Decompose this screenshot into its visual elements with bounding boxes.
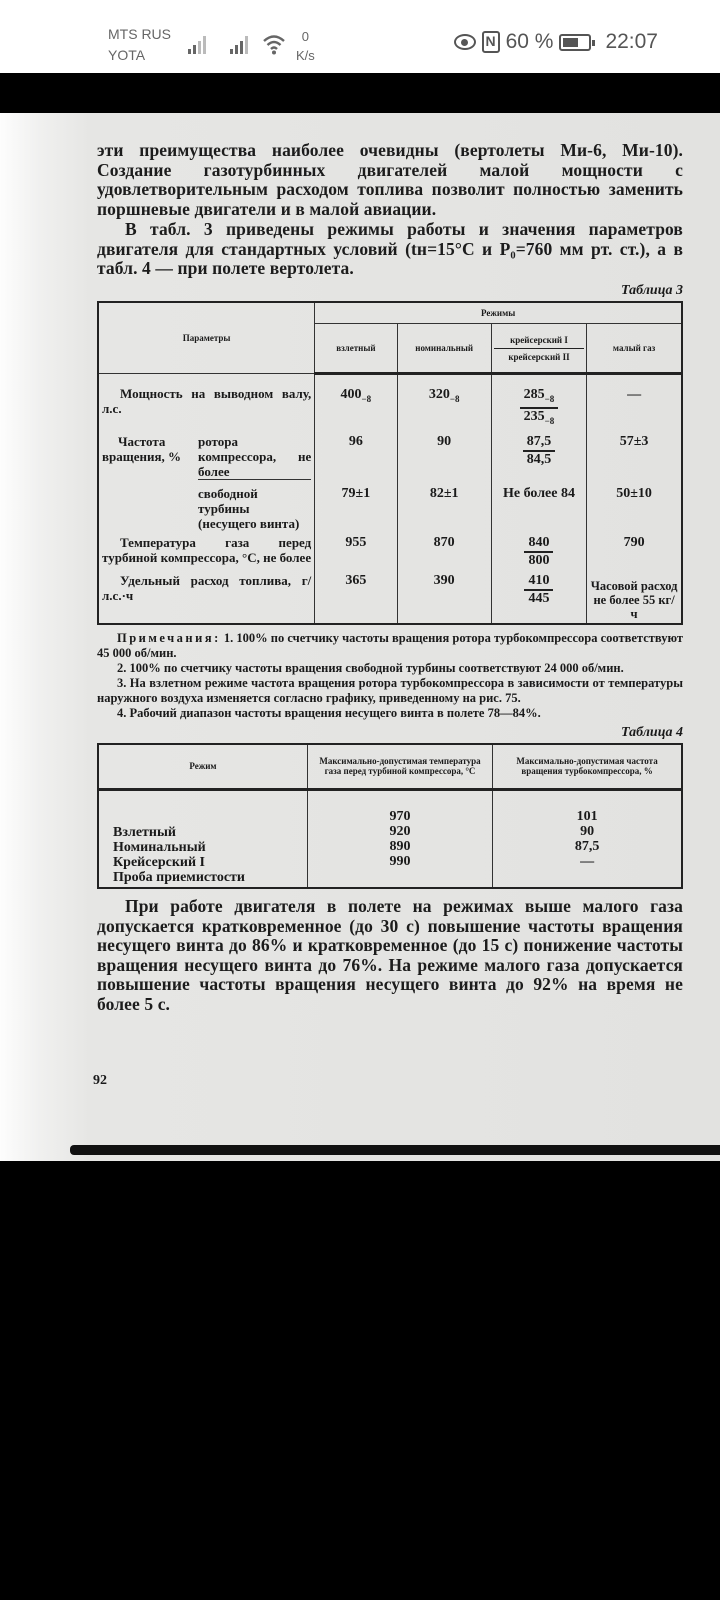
table4-body — [98, 790, 682, 889]
table-cell: 90 — [580, 824, 595, 839]
modes-column — [98, 790, 307, 889]
header-nominal: номинальный — [397, 324, 491, 374]
cell: 90 — [397, 432, 491, 482]
rpm-column — [493, 790, 682, 889]
table-row-rpm-compressor — [98, 432, 682, 482]
cell: $\frac{87,5}{84,5}$ — [491, 432, 586, 482]
table-cell: 920 — [389, 824, 411, 839]
header-idle: малый газ — [587, 324, 682, 374]
battery-percent: 60 % — [505, 30, 554, 53]
paragraph-3: При работе двигателя в полете на режимах выше малого газа допускается кратковременное (до 30 с) повышение частоты вращения несущего винта до 86% и кратковременное (до 15 с) понижение частоты вращения несущего винта до 76%. На режиме малого газа допускается повышение частоты вращения несущего винта до 92% на время не более 5 с. — [97, 896, 683, 1014]
paragraph-2: В табл. 3 приведены режимы работы и значения параметров двигателя для стандартных условий (tн=15°C и P₀=760 мм рт. ст.), а в табл. 4 — при полете вертолета. — [97, 219, 683, 278]
table-cell: Крейсерский I — [113, 855, 205, 870]
note-1: 1. 100% по счетчику частоты вращения ротора турбокомпрессора соответствуют 45 000 об/мин. — [97, 630, 684, 660]
note-2: 2. 100% по счетчику частоты вращения свободной турбины соответствуют 24 000 об/мин. — [117, 660, 624, 675]
cell: 790 — [587, 533, 682, 571]
header-cruise-1: крейсерский I — [494, 335, 584, 349]
cell: $\frac{410}{445}$ — [491, 571, 586, 624]
cell: 82±1 — [397, 482, 491, 533]
header-max-temp: Максимально-допустимая температура газа перед турбиной компрессора, °C — [307, 744, 492, 790]
network-speed — [296, 27, 315, 65]
signal-1-icon — [188, 36, 206, 54]
row-label: Мощность на выводном валу, л.с. — [98, 374, 315, 432]
net-speed-value: 0 — [301, 29, 310, 44]
wifi-icon — [262, 33, 286, 55]
cell: 955 — [315, 533, 397, 571]
table-cell: Номинальный — [113, 840, 206, 855]
table-cell: 101 — [576, 809, 598, 824]
cell: 50±10 — [587, 482, 682, 533]
header-takeoff: взлетный — [315, 324, 397, 374]
nfc-icon: N — [482, 31, 500, 53]
cell: — — [587, 374, 682, 432]
paragraph-1: эти преимущества наиболее очевидны (вертолеты Ми-6, Ми-10). Создание газотурбинных двигателей малой мощности с удовлетворительным расходом топлива позволит полностью заменить поршневые двигатели и в малой авиации. — [97, 140, 683, 219]
scanned-page-image[interactable] — [0, 113, 720, 1161]
table3-notes — [97, 631, 683, 721]
eye-icon — [454, 34, 476, 50]
cell: 57±3 — [587, 432, 682, 482]
table-3 — [97, 301, 683, 625]
system-indicators — [454, 30, 658, 54]
notes-title: Примечания: — [117, 630, 221, 645]
cell: 79±1 — [315, 482, 397, 533]
document-content — [97, 141, 683, 1014]
row-label: Температура газа перед турбиной компрессора, °C, не более — [98, 533, 315, 571]
table-4 — [97, 743, 683, 890]
battery-icon — [559, 34, 591, 51]
table-cell: 890 — [389, 839, 411, 854]
table-row-rpm-turbine — [98, 482, 682, 533]
cell: 390 — [397, 571, 491, 624]
rpm-compressor-label: ротора компрессора, не более — [198, 433, 312, 479]
header-cruise-2: крейсерский II — [508, 351, 570, 362]
header-modes: Режимы — [315, 302, 682, 324]
table-cell: Проба приемистости — [113, 870, 245, 885]
table-row-power — [98, 374, 682, 432]
header-max-rpm: Максимально-допустимая частота вращения турбокомпрессора, % — [493, 744, 682, 790]
carrier-labels — [108, 24, 171, 66]
table-cell: 87,5 — [574, 839, 600, 854]
cell: 870 — [397, 533, 491, 571]
note-3: 3. На взлетном режиме частота вращения ротора турбокомпрессора в зависимости от температуры наружного воздуха изменяется согласно графику, приведенному на рис. 75. — [97, 675, 683, 705]
table-cell: 990 — [389, 854, 411, 869]
table-row-gas-temp — [98, 533, 682, 571]
net-speed-unit: K/s — [296, 48, 315, 63]
rpm-label: Частота вращения, % — [102, 433, 182, 464]
header-cruise — [491, 324, 586, 374]
table-row-fuel — [98, 571, 682, 624]
note-4: 4. Рабочий диапазон частоты вращения несущего винта в полете 78—84%. — [117, 705, 541, 720]
status-bar — [0, 0, 720, 73]
page-number: 92 — [93, 1073, 107, 1088]
table-cell: 970 — [389, 809, 411, 824]
signal-2-icon — [230, 36, 248, 54]
cell: 365 — [315, 571, 397, 624]
temp-column — [307, 790, 492, 889]
carrier-2: YOTA — [108, 47, 146, 63]
cell: $\frac{840}{800}$ — [491, 533, 586, 571]
cell: Не более 84 — [491, 482, 586, 533]
clock: 22:07 — [605, 30, 658, 53]
header-params: Параметры — [98, 302, 315, 374]
rpm-turbine-label: свободной турбины (несущего винта) — [198, 485, 300, 531]
carrier-1: MTS RUS — [108, 26, 171, 42]
cell: $\frac{285_{-8}}{235_{-8}}$ — [491, 374, 586, 432]
table3-caption: Таблица 3 — [621, 282, 683, 298]
row-label: Удельный расход топлива, г/л.с.·ч — [98, 571, 315, 624]
table-cell: Взлетный — [113, 825, 176, 840]
table-cell: — — [580, 854, 595, 869]
row-label — [98, 432, 315, 482]
table4-caption: Таблица 4 — [621, 724, 683, 740]
row-label — [98, 482, 315, 533]
cell: $400_{-8}$ — [315, 374, 397, 432]
cell: $320_{-8}$ — [397, 374, 491, 432]
header-mode: Режим — [98, 744, 307, 790]
cell: Часовой расход не более 55 кг/ч — [587, 571, 682, 624]
cell: 96 — [315, 432, 397, 482]
